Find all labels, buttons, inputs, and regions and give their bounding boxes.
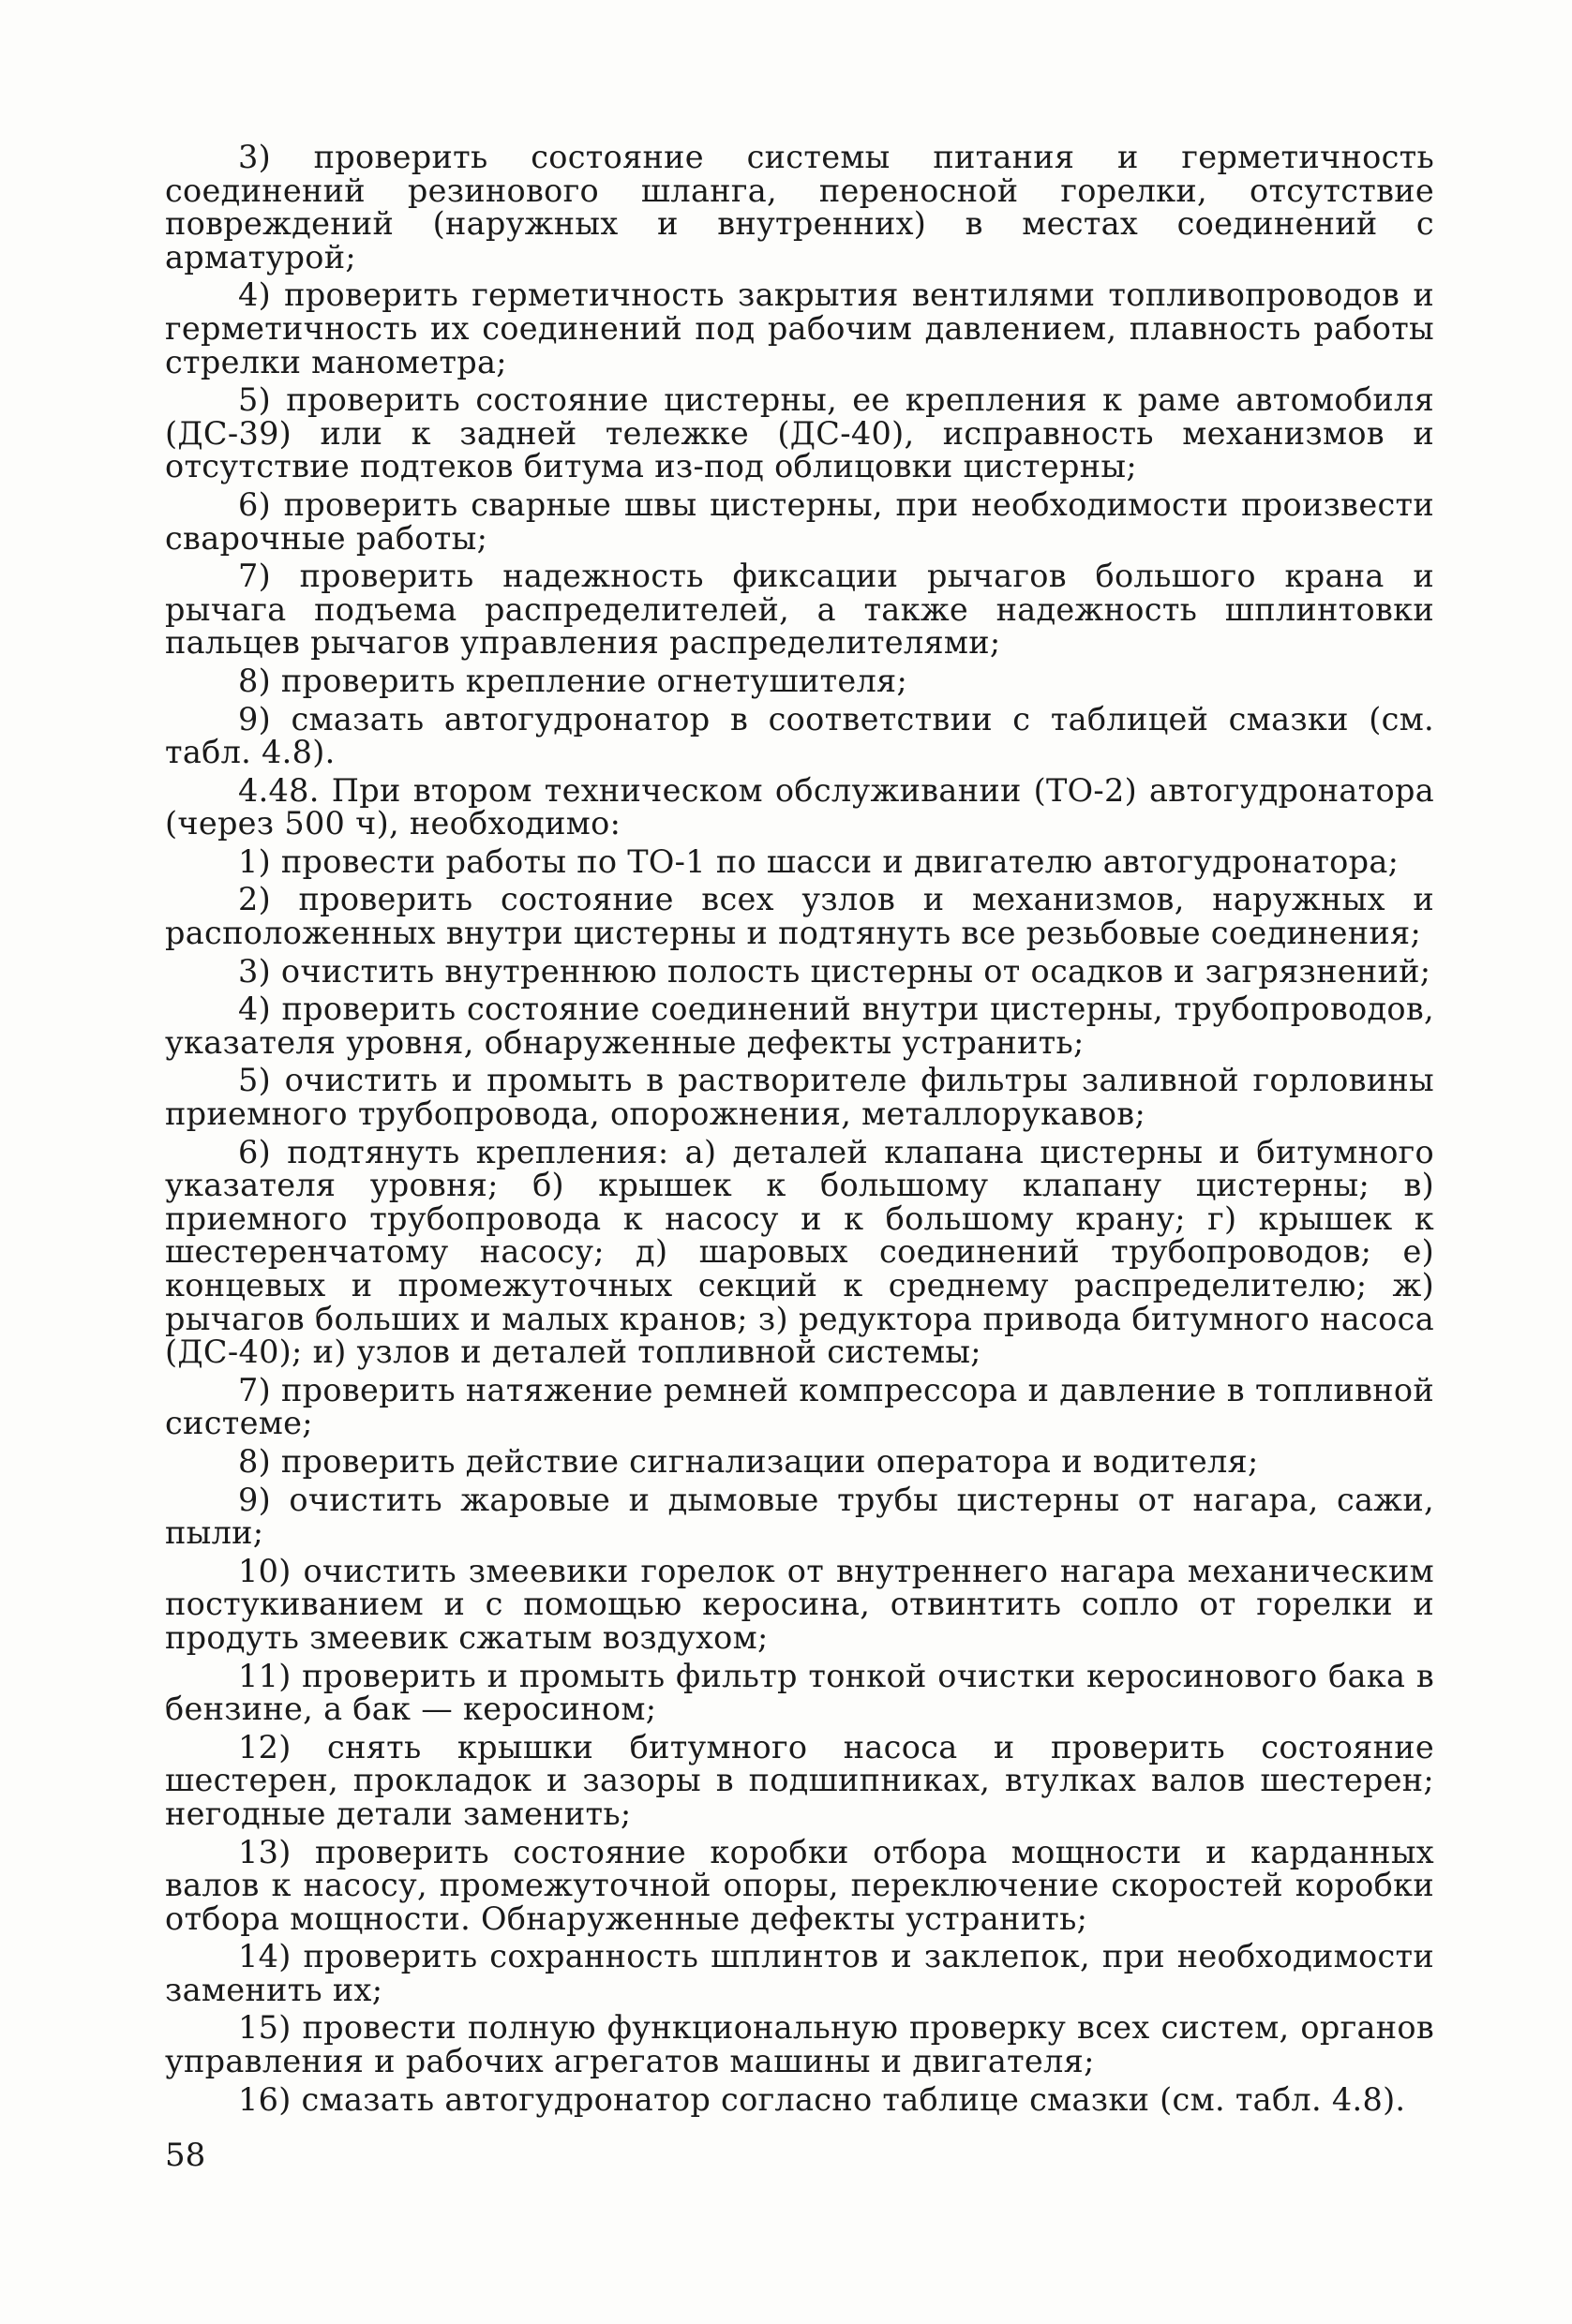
paragraph: 10) очистить змеевики горелок от внутреннего нагара механическим постукиванием и с помощью керосина, отвинтить сопло от горелки и продуть змеевик сжатым воздухом; — [165, 1552, 1434, 1656]
paragraph: 13) проверить состояние коробки отбора мощности и карданных валов к насосу, промежуточной опоры, переключение скоростей коробки отбора мощности. Обнаруженные дефекты устранить; — [165, 1833, 1434, 1937]
paragraph: 14) проверить сохранность шплинтов и заклепок, при необходимости заменить их; — [165, 1938, 1434, 2008]
paragraph: 12) снять крышки битумного насоса и проверить состояние шестерен, прокладок и зазоры в подшипниках, втулках валов шестерен; негодные детали заменить; — [165, 1728, 1434, 1832]
paragraph: 7) проверить надежность фиксации рычагов большого крана и рычага подъема распределителей, а также надежность шплинтовки пальцев рычагов управления распределителями; — [165, 558, 1434, 662]
section-heading-paragraph: 4.48. При втором техническом обслуживании (ТО-2) автогудронатора (через 500 ч), необходимо: — [165, 771, 1434, 842]
paragraph: 4) проверить герметичность закрытия вентилями топливопроводов и герметичность их соединений под рабочим давлением, плавность работы стрелки манометра; — [165, 276, 1434, 380]
paragraph: 9) смазать автогудронатор в соответствии с таблицей смазки (см. табл. 4.8). — [165, 700, 1434, 771]
paragraph: 2) проверить состояние всех узлов и механизмов, наружных и расположенных внутри цистерны и подтянуть все резьбовые соединения; — [165, 881, 1434, 952]
paragraph: 5) очистить и промыть в растворителе фильтры заливной горловины приемного трубопровода, опорожнения, металлорукавов; — [165, 1062, 1434, 1133]
paragraph: 8) проверить крепление огнетушителя; — [238, 662, 908, 699]
paragraph: 5) проверить состояние цистерны, ее крепления к раме автомобиля (ДС-39) или к задней тележке (ДС-40), исправность механизмов и отсутствие подтеков битума из-под облицовки цистерны; — [165, 381, 1434, 485]
paragraph: 11) проверить и промыть фильтр тонкой очистки керосинового бака в бензине, а бак — керосином; — [165, 1657, 1434, 1728]
page-number: 58 — [165, 2137, 206, 2174]
paragraph: 15) провести полную функциональную проверку всех систем, органов управления и рабочих агрегатов машины и двигателя; — [165, 2009, 1434, 2080]
paragraph: 4) проверить состояние соединений внутри цистерны, трубопроводов, указателя уровня, обнаруженные дефекты устранить; — [165, 991, 1434, 1061]
paragraph: 9) очистить жаровые и дымовые трубы цистерны от нагара, сажи, пыли; — [165, 1481, 1434, 1552]
paragraph: 7) проверить натяжение ремней компрессора и давление в топливной системе; — [165, 1371, 1434, 1442]
paragraph: 6) проверить сварные швы цистерны, при необходимости произвести сварочные работы; — [165, 485, 1434, 557]
paragraph: 8) проверить действие сигнализации оператора и водителя; — [238, 1442, 1259, 1480]
body-text — [165, 141, 1434, 2121]
paragraph: 1) провести работы по ТО-1 по шасси и двигателю автогудронатора; — [238, 842, 1400, 880]
paragraph: 3) проверить состояние системы питания и герметичность соединений резинового шланга, переносной горелки, отсутствие повреждений (наружных и внутренних) в местах соединений с арматурой; — [165, 139, 1434, 276]
paragraph: 3) очистить внутреннюю полость цистерны от осадков и загрязнений; — [238, 952, 1431, 990]
paragraph: 6) подтянуть крепления: а) деталей клапана цистерны и битумного указателя уровня; б) крышек к большому клапану цистерны; в) приемного трубопровода к насосу и к большому крану; г) крышек к шестеренчатому насосу; д) шаровых соединений трубопроводов; е) концевых и промежуточных секций к среднему распределителю; ж) рычагов больших и малых кранов; з) редуктора привода битумного насоса (ДС-40); и) узлов и деталей топливной системы; — [165, 1133, 1434, 1371]
paragraph: 16) смазать автогудронатор согласно таблице смазки (см. табл. 4.8). — [238, 2080, 1406, 2118]
